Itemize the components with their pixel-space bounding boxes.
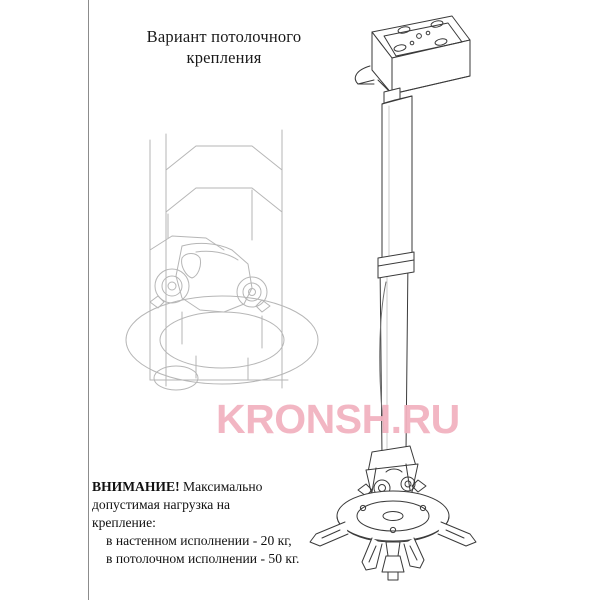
ceiling-plate <box>355 16 470 108</box>
caution-note <box>92 478 360 568</box>
caution-line-5: в потолочном исполнении - 50 кг. <box>106 551 300 567</box>
wall-mount-inset-detail <box>126 130 318 390</box>
caution-heading: ВНИМАНИЕ! <box>92 479 180 494</box>
page-title-line-2: крепления <box>186 48 262 68</box>
watermark: KRONSH.RU <box>216 396 460 442</box>
page-title <box>104 26 344 68</box>
page-title-line-1: Вариант потолочного <box>146 27 302 46</box>
caution-line-2: допустимая нагрузка на <box>92 497 231 513</box>
caution-line-4: в настенном исполнении - 20 кг, <box>106 533 292 549</box>
caution-line-1: Максимально <box>179 479 263 494</box>
caution-line-3: крепление: <box>92 515 156 531</box>
tilt-joint <box>358 446 426 496</box>
